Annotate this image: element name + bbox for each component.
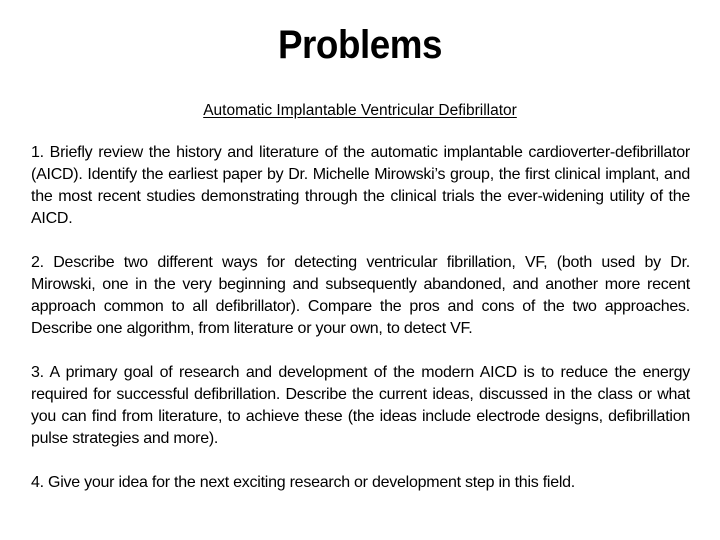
problem-1: 1. Briefly review the history and literature of the automatic implantable cardioverter-defibrillator (AICD). Identify the earliest paper by Dr. Michelle Mirowski’s group, the first clinical implant, and the most recent studies demonstrating through the clinical trials the ever-widening utility of the AICD.	[31, 144, 690, 227]
slide-subtitle: Automatic Implantable Ventricular Defibrillator	[203, 102, 517, 119]
slide-title: Problems	[277, 23, 443, 67]
problem-2: 2. Describe two different ways for detecting ventricular fibrillation, VF, (both used by Dr. Mirowski, one in the very beginning and subsequently abandoned, and another more recent approach common to all defibrillator). Compare the pros and cons of the two approaches. Describe one algorithm, from literature or your own, to detect VF.	[31, 254, 690, 337]
problem-list	[31, 142, 690, 516]
problem-3: 3. A primary goal of research and development of the modern AICD is to reduce the energy required for successful defibrillation. Describe the current ideas, discussed in the class or what you can find from literature, to achieve these (the ideas include electrode designs, defibrillation pulse strategies and more).	[31, 364, 690, 447]
problem-4: 4. Give your idea for the next exciting research or development step in this field.	[31, 474, 575, 491]
